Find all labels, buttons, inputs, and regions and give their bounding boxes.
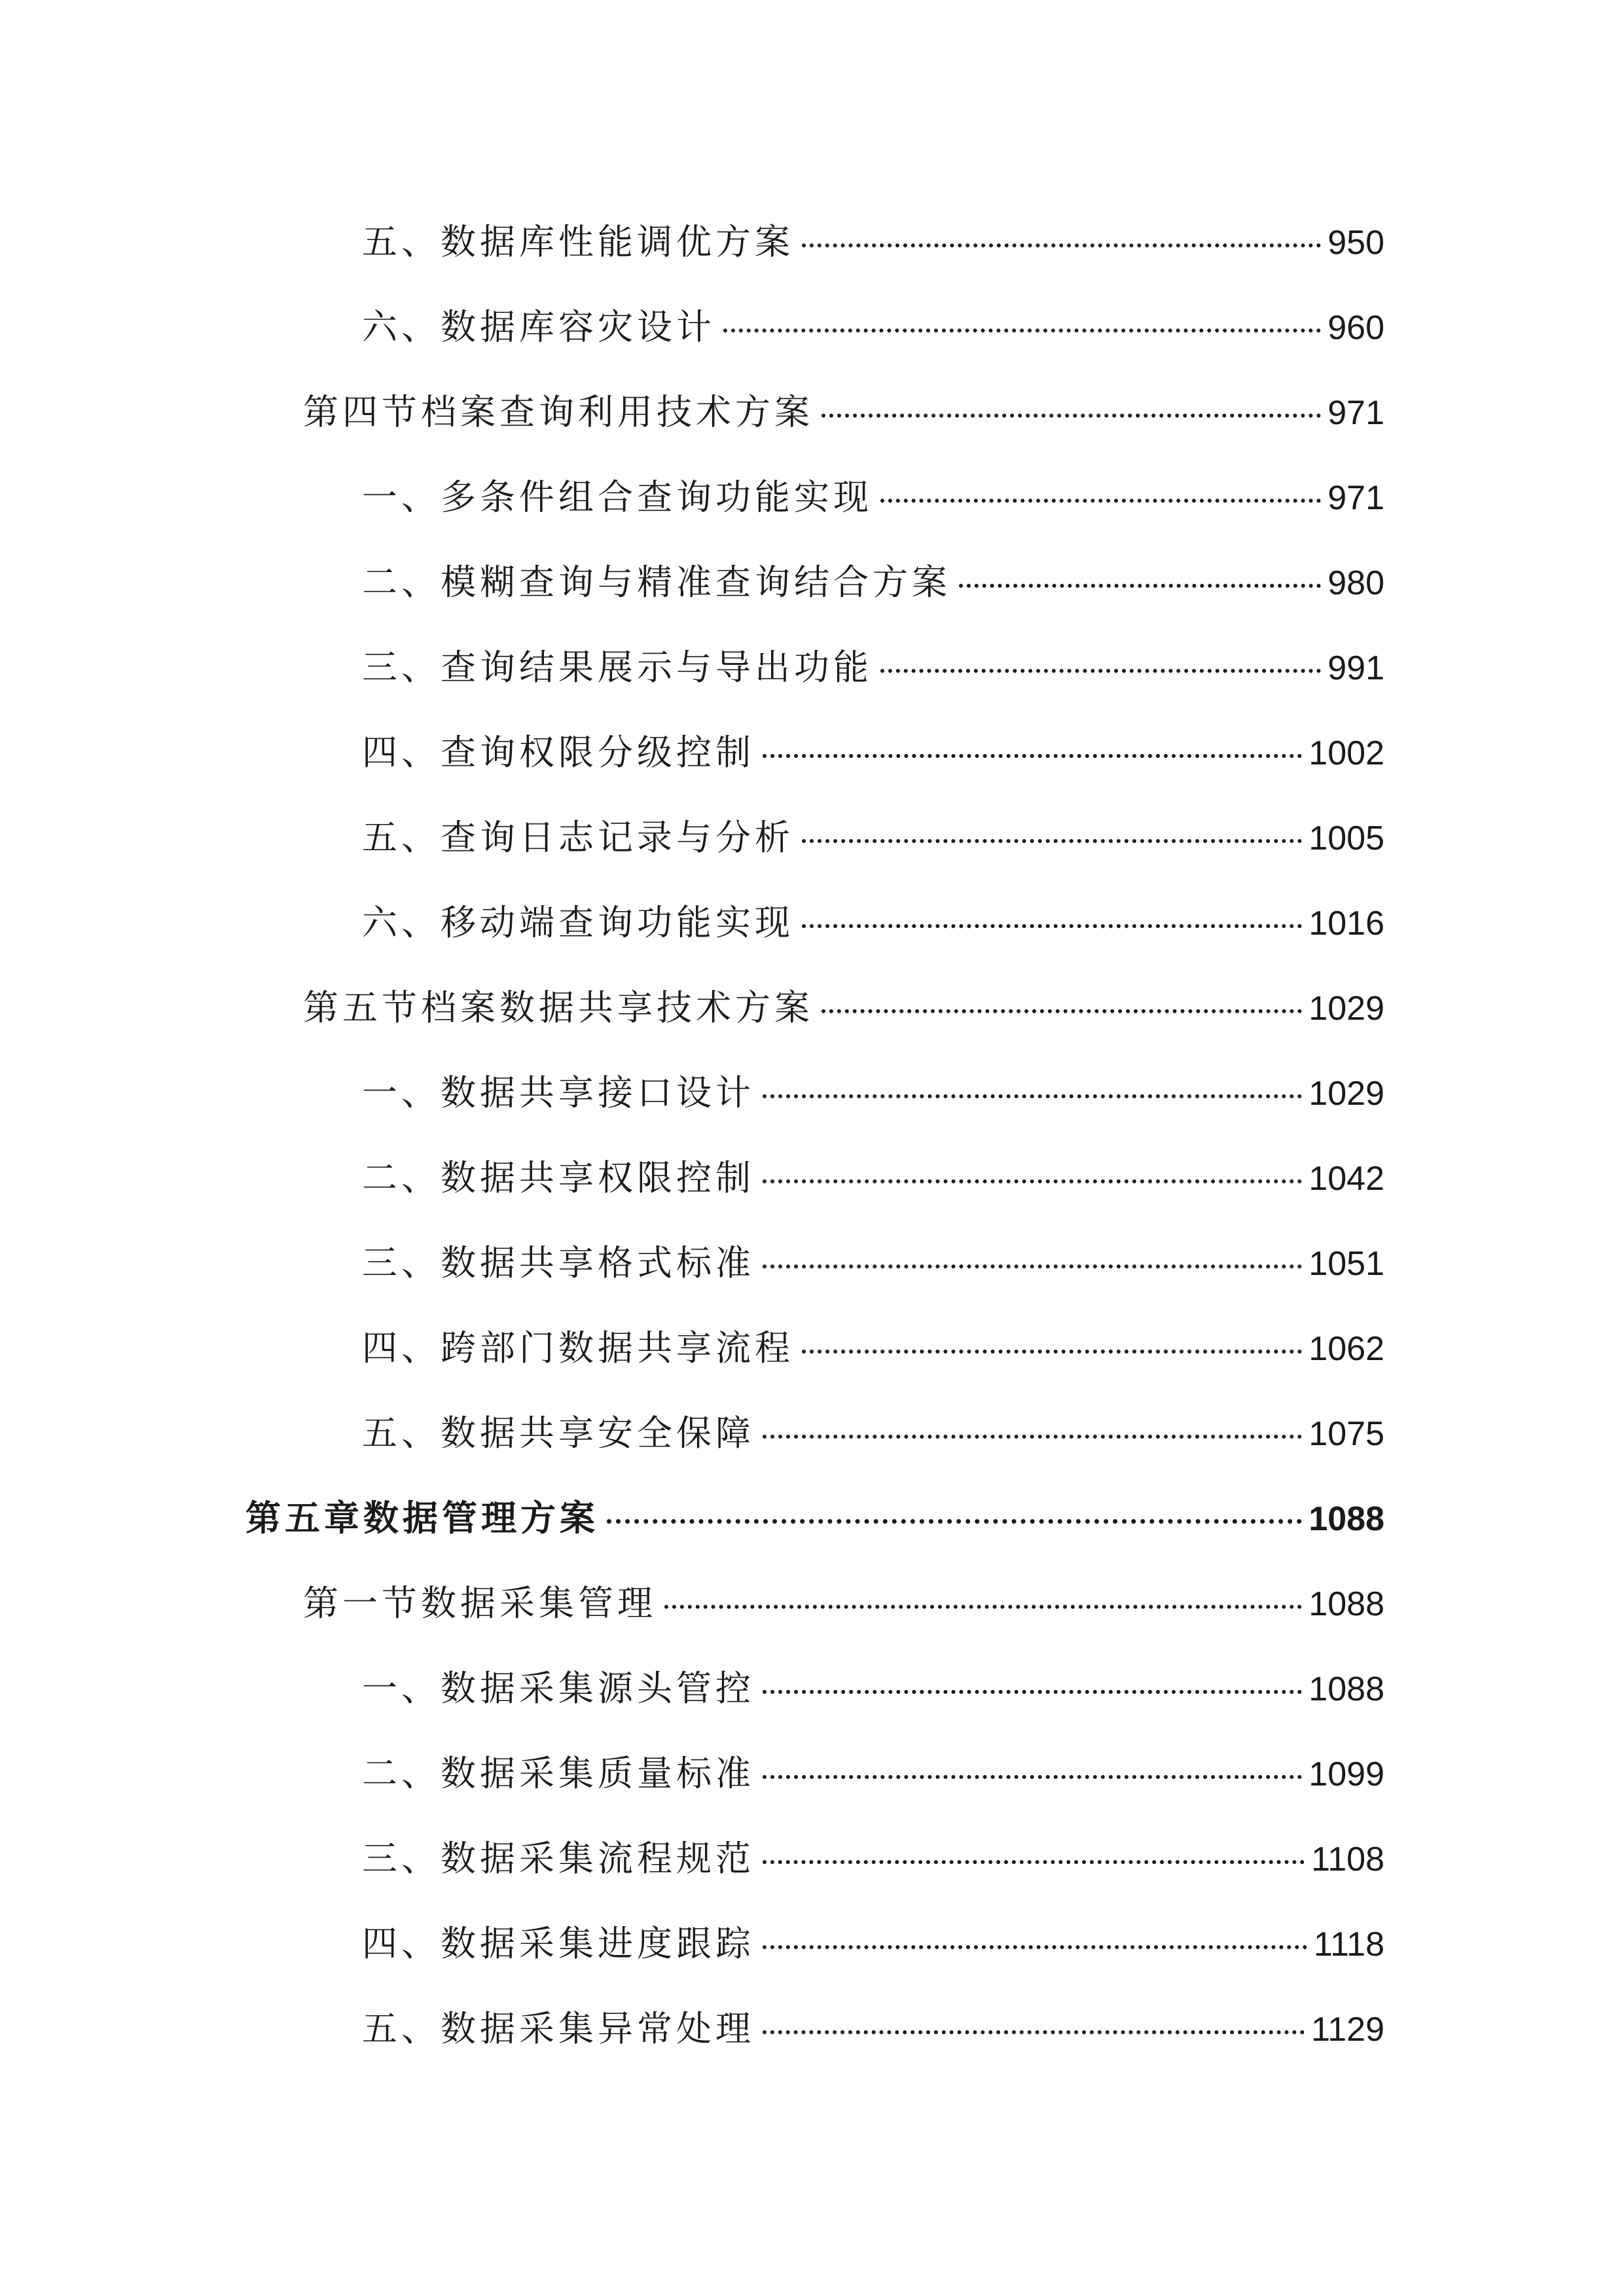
toc-entry-page: 1029: [1308, 989, 1384, 1028]
toc-entry-title: 二、数据共享权限控制: [362, 1157, 755, 1198]
dot-leader: [763, 1690, 1302, 1694]
toc-entry-title: 一、数据共享接口设计: [362, 1071, 755, 1113]
toc-entry-page: 1118: [1314, 1925, 1384, 1964]
toc-entry-title: 一、数据采集源头管控: [362, 1667, 755, 1709]
toc-entry[interactable]: [0, 1898, 1624, 1983]
toc-entry[interactable]: [0, 622, 1624, 707]
dot-leader: [802, 243, 1321, 247]
toc-entry-page: 1075: [1308, 1414, 1384, 1453]
dot-leader: [821, 414, 1321, 418]
dot-leader: [802, 924, 1302, 928]
table-of-contents: [0, 196, 1624, 2068]
dot-leader: [763, 1860, 1305, 1864]
dot-leader: [821, 1009, 1302, 1013]
toc-entry[interactable]: [0, 1813, 1624, 1898]
toc-entry-title: 六、移动端查询功能实现: [362, 901, 794, 943]
toc-entry-title: 二、模糊查询与精准查询结合方案: [362, 561, 951, 603]
toc-entry[interactable]: [0, 962, 1624, 1047]
toc-entry[interactable]: [0, 1302, 1624, 1388]
toc-entry-page: 1088: [1308, 1499, 1384, 1538]
toc-entry[interactable]: [0, 1132, 1624, 1217]
toc-entry-title: 五、数据库性能调优方案: [362, 221, 794, 262]
dot-leader: [763, 754, 1302, 758]
dot-leader: [664, 1605, 1302, 1609]
toc-entry[interactable]: [0, 537, 1624, 622]
toc-entry-title: 二、数据采集质量标准: [362, 1752, 755, 1794]
toc-entry-page: 1051: [1308, 1244, 1384, 1283]
toc-entry[interactable]: [0, 1643, 1624, 1728]
toc-entry-page: 1042: [1308, 1159, 1384, 1198]
dot-leader: [763, 1265, 1302, 1268]
toc-entry[interactable]: [0, 1558, 1624, 1643]
dot-leader: [763, 1179, 1302, 1183]
toc-entry-page: 980: [1327, 564, 1384, 602]
dot-leader: [802, 1350, 1302, 1354]
toc-entry-title: 第五节档案数据共享技术方案: [303, 986, 814, 1028]
toc-entry-page: 1005: [1308, 819, 1384, 857]
dot-leader: [763, 2030, 1305, 2034]
toc-entry-title: 五、数据采集异常处理: [362, 2007, 755, 2049]
toc-entry-page: 1088: [1308, 1585, 1384, 1623]
toc-entry-title: 一、多条件组合查询功能实现: [362, 476, 873, 518]
toc-entry[interactable]: [0, 452, 1624, 537]
dot-leader: [880, 499, 1321, 503]
toc-entry[interactable]: [0, 281, 1624, 367]
toc-entry[interactable]: [0, 1388, 1624, 1473]
dot-leader: [607, 1519, 1302, 1524]
toc-entry-title: 四、数据采集进度跟踪: [362, 1922, 755, 1964]
toc-entry[interactable]: [0, 1047, 1624, 1132]
toc-entry-title: 第四节档案查询利用技术方案: [303, 391, 814, 433]
toc-entry-title: 三、查询结果展示与导出功能: [362, 646, 873, 688]
dot-leader: [763, 1435, 1302, 1439]
toc-entry-title: 第五章数据管理方案: [245, 1497, 599, 1539]
toc-entry[interactable]: [0, 196, 1624, 281]
toc-entry-page: 1129: [1311, 2010, 1384, 2049]
dot-leader: [723, 329, 1321, 332]
toc-entry-title: 六、数据库容灾设计: [362, 306, 715, 348]
dot-leader: [763, 1945, 1307, 1949]
toc-entry-page: 971: [1327, 393, 1384, 432]
toc-entry-page: 1062: [1308, 1329, 1384, 1368]
toc-entry-page: 1099: [1308, 1755, 1384, 1793]
toc-entry-title: 三、数据共享格式标准: [362, 1242, 755, 1283]
toc-entry[interactable]: [0, 1983, 1624, 2068]
toc-entry-page: 1016: [1308, 904, 1384, 942]
toc-entry-chapter[interactable]: [0, 1473, 1624, 1558]
toc-entry-title: 四、跨部门数据共享流程: [362, 1327, 794, 1369]
toc-entry[interactable]: [0, 877, 1624, 962]
dot-leader: [763, 1775, 1302, 1779]
toc-entry[interactable]: [0, 367, 1624, 452]
toc-entry[interactable]: [0, 707, 1624, 792]
toc-entry-page: 1002: [1308, 734, 1384, 772]
dot-leader: [959, 584, 1321, 588]
toc-entry[interactable]: [0, 792, 1624, 877]
dot-leader: [763, 1094, 1302, 1098]
toc-entry-page: 960: [1327, 308, 1384, 347]
toc-entry-title: 五、查询日志记录与分析: [362, 816, 794, 858]
toc-entry-page: 991: [1327, 649, 1384, 687]
toc-entry-page: 1108: [1311, 1840, 1384, 1878]
toc-entry[interactable]: [0, 1728, 1624, 1813]
toc-entry-page: 1088: [1308, 1670, 1384, 1708]
toc-entry[interactable]: [0, 1217, 1624, 1302]
toc-entry-title: 四、查询权限分级控制: [362, 731, 755, 773]
dot-leader: [802, 839, 1302, 843]
toc-entry-page: 1029: [1308, 1074, 1384, 1113]
toc-entry-title: 三、数据采集流程规范: [362, 1837, 755, 1879]
toc-entry-page: 950: [1327, 223, 1384, 262]
toc-entry-title: 五、数据共享安全保障: [362, 1412, 755, 1454]
toc-entry-title: 第一节数据采集管理: [303, 1582, 657, 1624]
dot-leader: [880, 669, 1321, 673]
toc-entry-page: 971: [1327, 478, 1384, 517]
